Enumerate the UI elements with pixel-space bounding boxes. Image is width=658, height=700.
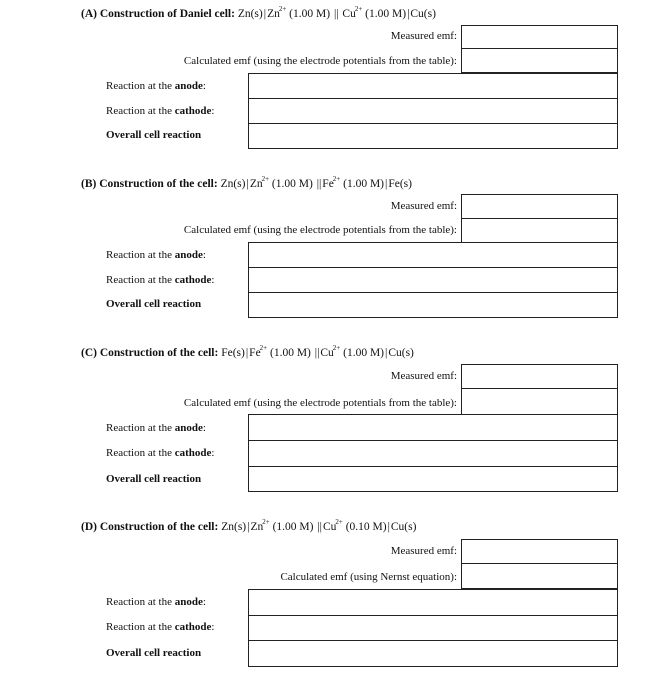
section-a-measured-emf-box[interactable] [461, 25, 618, 49]
section-c-overall-box[interactable] [248, 466, 618, 492]
section-d-overall-label: Overall cell reaction [106, 647, 202, 659]
section-d-measured-emf-box[interactable] [461, 539, 618, 564]
section-a-anode-box[interactable] [248, 73, 618, 99]
section-c-anode-box[interactable] [248, 414, 618, 441]
section-b-cathode-box[interactable] [248, 267, 618, 293]
section-c-overall-label: Overall cell reaction [106, 473, 202, 485]
section-d-anode-box[interactable] [248, 589, 618, 616]
section-a-calculated-emf-box[interactable] [461, 48, 618, 73]
section-a-cathode-label: Reaction at the cathode: [106, 105, 215, 117]
section-a-overall-box[interactable] [248, 123, 618, 149]
section-c-heading: (C) Construction of the cell: $Fe(s)|Fe^{2+}$ (1.00 M) $||Cu^{2+}$ (1.00 M)|Cu(s) [81, 344, 414, 359]
section-d-calculated-emf-box[interactable] [461, 563, 618, 589]
section-b-measured-emf-box[interactable] [461, 194, 618, 219]
section-d-measured-label: Measured emf: [390, 545, 457, 557]
section-c-calculated-label: Calculated emf (using the electrode potentials from the table): [183, 397, 457, 409]
section-d-anode-label: Reaction at the anode: [106, 596, 206, 608]
section-d-calculated-label: Calculated emf (using Nernst equation): [280, 571, 457, 583]
section-d-overall-box[interactable] [248, 640, 618, 667]
section-a-anode-label: Reaction at the anode: [106, 80, 206, 92]
section-a-measured-label: Measured emf: [390, 30, 457, 42]
section-c-cathode-box[interactable] [248, 440, 618, 467]
section-b-measured-label: Measured emf: [390, 200, 457, 212]
section-b-calculated-emf-box[interactable] [461, 218, 618, 243]
section-b-overall-label: Overall cell reaction [106, 298, 202, 310]
section-c-calculated-emf-box[interactable] [461, 388, 618, 415]
section-a-overall-label: Overall cell reaction [106, 129, 202, 141]
section-a-cathode-box[interactable] [248, 98, 618, 124]
section-c-measured-emf-box[interactable] [461, 364, 618, 389]
section-a-heading: (A) Construction of Daniel cell: $Zn(s)|Zn^{2+}$ (1.00 M) || $Cu^{2+}$ (1.00 M)|Cu(s) [81, 5, 436, 20]
section-c-cathode-label: Reaction at the cathode: [106, 447, 215, 459]
section-a-calculated-label: Calculated emf (using the electrode potentials from the table): [183, 55, 457, 67]
section-b-cathode-label: Reaction at the cathode: [106, 274, 215, 286]
section-b-anode-box[interactable] [248, 242, 618, 268]
section-c-measured-label: Measured emf: [390, 370, 457, 382]
section-d-cathode-box[interactable] [248, 615, 618, 641]
section-d-heading: (D) Construction of the cell: $Zn(s)|Zn^{2+}$ (1.00 M) $||Cu^{2+}$ (0.10 M)|Cu(s) [81, 518, 417, 533]
section-b-heading: (B) Construction of the cell: $Zn(s)|Zn^{2+}$ (1.00 M) $||Fe^{2+}$ (1.00 M)|Fe(s) [81, 175, 412, 190]
section-b-anode-label: Reaction at the anode: [106, 249, 206, 261]
section-d-cathode-label: Reaction at the cathode: [106, 621, 215, 633]
section-b-overall-box[interactable] [248, 292, 618, 318]
section-b-calculated-label: Calculated emf (using the electrode potentials from the table): [183, 224, 457, 236]
section-c-anode-label: Reaction at the anode: [106, 422, 206, 434]
